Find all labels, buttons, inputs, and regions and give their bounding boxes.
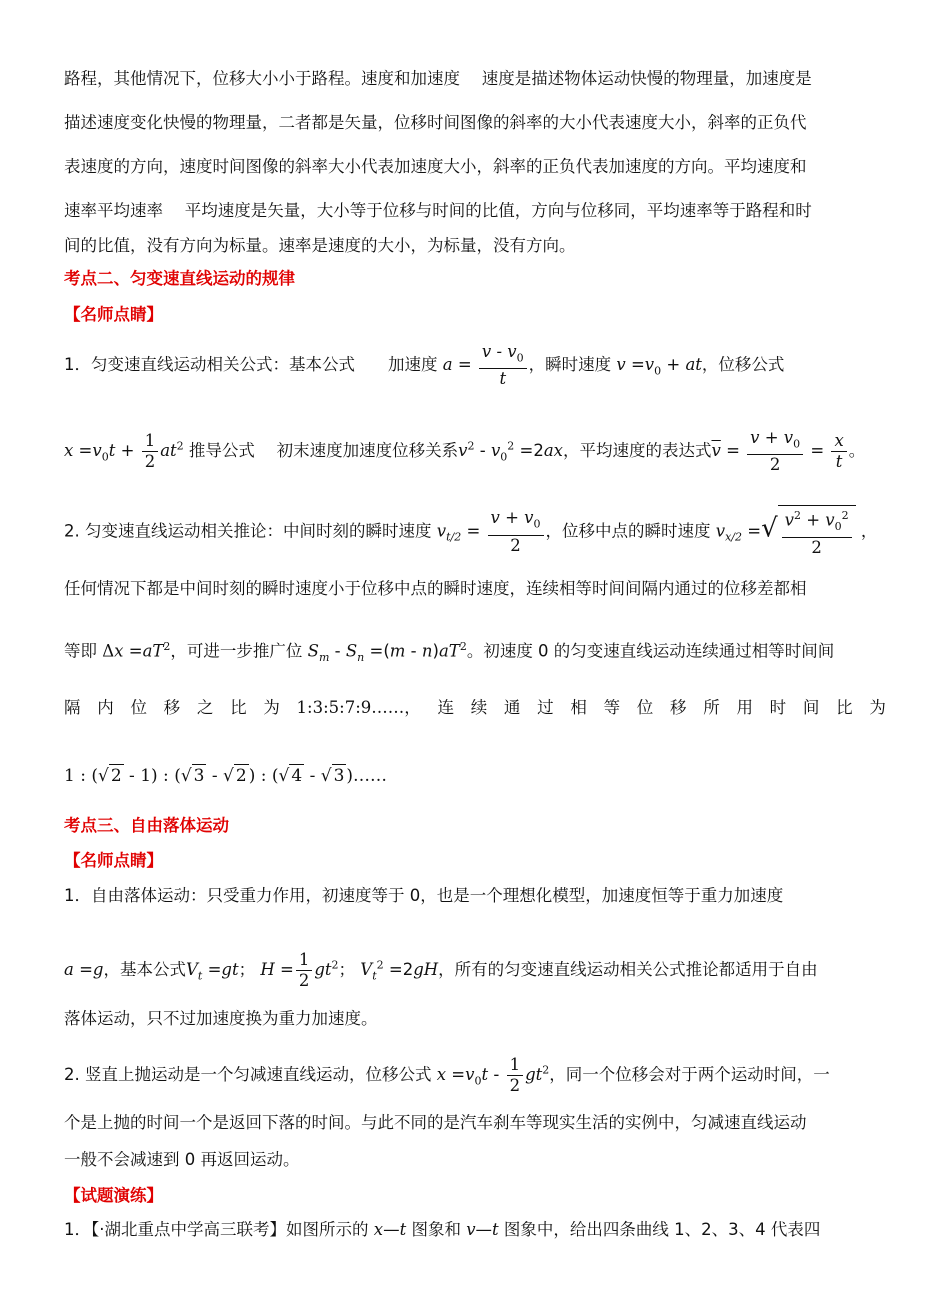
body-line-section3-c: 个是上抛的时间一个是返回下落的时间。与此不同的是汽车刹车等现实生活的实例中，匀减速直线运动 xyxy=(64,1113,807,1132)
section-3-tag: 【名师点睛】 xyxy=(64,851,163,870)
body-line-section3-d: 一般不会减速到 0 再返回运动。 xyxy=(64,1150,300,1169)
formula-line-4: 等即 $\Delta x =aT^2$，可进一步推广位 $S_m - S_n =(m - n)aT^2$。初速度 0 的匀变速直线运动连续通过相等时间间 xyxy=(64,640,835,664)
section-2-tag: 【名师点睛】 xyxy=(64,305,163,324)
body-line-section3-a: 1．自由落体运动：只受重力作用，初速度等于 0，也是一个理想化模型，加速度恒等于重力加速度 xyxy=(64,886,784,905)
exercise-question-1: 1．【·湖北重点中学高三联考】如图所示的 x—t 图象和 v—t 图象中，给出四条曲线 1、2、3、4 代表四 xyxy=(64,1220,821,1239)
body-line-ratio: 隔 内 位 移 之 比 为 1:3:5:7:9……， 连 续 通 过 相 等 位 移 所 用 时 间 比 为 xyxy=(64,698,886,717)
formula-line-3: 2. 匀变速直线运动相关推论：中间时刻的瞬时速度 $v_{t/2}$ = $\frac{v + v_0}{2}$ ，位移中点的瞬时速度 $v_{x/2}$ =√ $\frac{v^2 + v_0^2}{2}$ ， xyxy=(64,505,877,558)
section-2-heading: 考点二、匀变速直线运动的规律 xyxy=(64,269,295,288)
formula-line-1: 1．匀变速直线运动相关公式：基本公式 加速度 a = $\frac{v - v_0}{t}$ ，瞬时速度 $v =v_0$ + at，位移公式 xyxy=(64,342,785,389)
section-3-heading: 考点三、自由落体运动 xyxy=(64,816,229,835)
accel-fraction: $\frac{v - v_0}{t}$ xyxy=(479,342,527,389)
exercise-tag: 【试题演练】 xyxy=(64,1186,163,1205)
body-line-2: 描述速度变化快慢的物理量，二者都是矢量，位移时间图像的斜率的大小代表速度大小，斜率的正负代 xyxy=(64,113,807,132)
body-line-3: 表速度的方向，速度时间图像的斜率大小代表加速度大小，斜率的正负代表加速度的方向。平均速度和 xyxy=(64,157,807,176)
formula-line-6: a =g，基本公式$V_t =gt$； H = $\frac{1}{2}$ $gt^2$； $V_t^2 =2gH$，所有的匀变速直线运动相关公式推论都适用于自由 xyxy=(64,950,818,990)
body-line-4: 速率平均速率 平均速度是矢量，大小等于位移与时间的比值，方向与位移同，平均速率等于路程和时 xyxy=(64,201,812,220)
body-line-section2-a: 任何情况下都是中间时刻的瞬时速度小于位移中点的瞬时速度，连续相等时间间隔内通过的位移差都相 xyxy=(64,579,807,598)
formula-line-5: 1 : (√ 2 - 1) : (√ 3 - √ 2 ) : (√ 4 - √ 3 )…… xyxy=(64,766,388,786)
body-line-section3-b: 落体运动，只不过加速度换为重力加速度。 xyxy=(64,1009,378,1028)
body-line-1: 路程，其他情况下，位移大小小于路程。速度和加速度 速度是描述物体运动快慢的物理量，加速度是 xyxy=(64,69,812,88)
formula-line-7: 2. 竖直上抛运动是一个匀减速直线运动，位移公式 $x =v_0t$ - $\frac{1}{2}$ $gt^2$，同一个位移会对于两个运动时间，一 xyxy=(64,1055,830,1095)
formula-line-2: $x =v_0t$ + $\frac{1}{2}$ $at^2$ 推导公式 初末速度加速度位移关系$v^2 - v_0^2 =2ax$，平均速度的表达式$\overline{v}$ = $\frac{v + v_0}{2}$ = $\frac{x}{t}$ 。 xyxy=(64,428,866,475)
body-line-5: 间的比值，没有方向为标量。速率是速度的大小，为标量，没有方向。 xyxy=(64,236,576,255)
